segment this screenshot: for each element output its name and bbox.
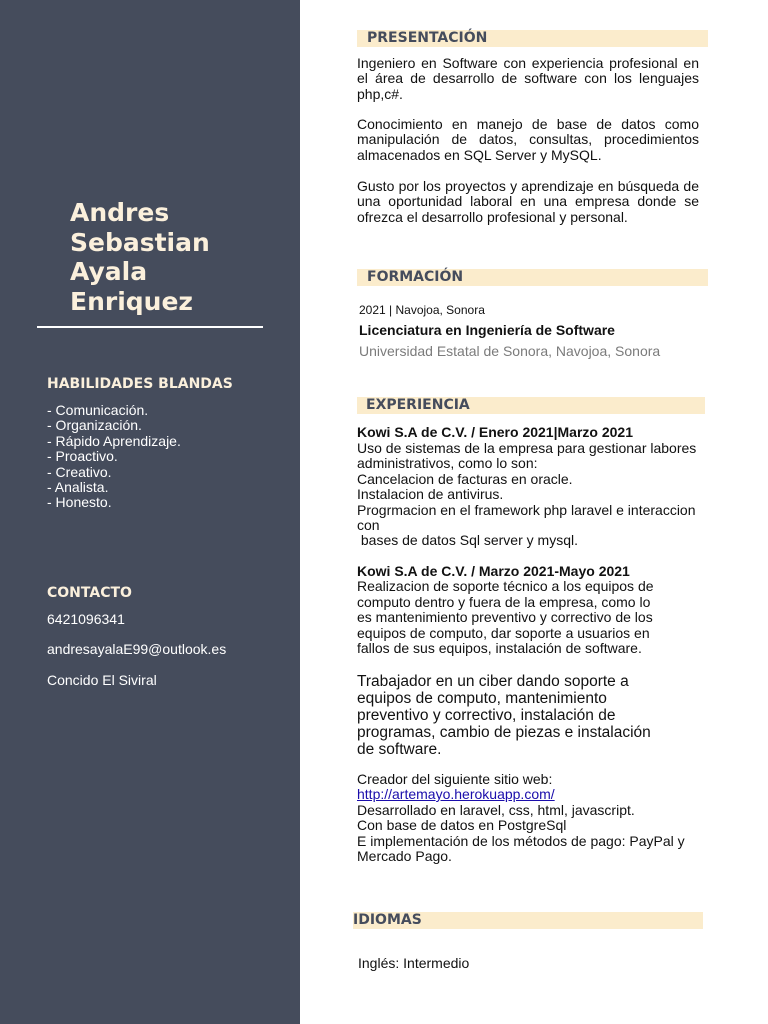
name-divider	[37, 326, 263, 328]
experience-heading	[357, 397, 705, 414]
skill-item: - Organización.	[47, 417, 142, 434]
job2-line: fallos de sus equipos, instalación de software.	[357, 640, 642, 656]
name-line: Ayala	[70, 257, 148, 286]
website-line: Mercado Pago.	[357, 848, 452, 864]
education-heading-text: FORMACIÓN	[367, 269, 464, 285]
presentation-heading-text: PRESENTACIÓN	[367, 30, 488, 46]
education-date-place: 2021 | Navojoa, Sonora	[359, 303, 485, 317]
job3-line: equipos de computo, mantenimiento	[357, 690, 607, 707]
job1-line: bases de datos Sql server y mysql.	[357, 532, 578, 548]
skill-item: - Proactivo.	[47, 448, 118, 465]
website-line: E implementación de los métodos de pago: PayPal y	[357, 833, 685, 849]
education-heading	[357, 269, 708, 286]
job3-line: programas, cambio de piezas e instalación	[357, 724, 651, 741]
job1-line: Uso de sistemas de la empresa para gestionar labores	[357, 440, 697, 456]
website-intro: Creador del siguiente sitio web:	[357, 771, 553, 787]
job2-line: computo dentro y fuera de la empresa, como lo	[357, 594, 651, 610]
contact-email: andresayalaE99@outlook.es	[47, 641, 227, 657]
skill-item: - Analista.	[47, 479, 109, 496]
website-link[interactable]: http://artemayo.herokuapp.com/	[357, 786, 555, 802]
job3-line: preventivo y correctivo, instalación de	[357, 707, 616, 724]
job2-line: es mantenimiento preventivo y correctivo de los	[357, 609, 653, 625]
soft-skills-heading: HABILIDADES BLANDAS	[47, 376, 233, 392]
language-item: Inglés: Intermedio	[358, 955, 470, 971]
skill-item: - Rápido Aprendizaje.	[47, 432, 181, 449]
presentation-heading	[357, 30, 708, 47]
skill-item: - Comunicación.	[47, 402, 149, 418]
sidebar	[0, 0, 300, 1024]
job2-title: Kowi S.A de C.V. / Marzo 2021-Mayo 2021	[357, 563, 630, 579]
website-line: Desarrollado en laravel, css, html, javascript.	[357, 802, 635, 818]
job1-line: Progrmacion en el framework php laravel e interaccion	[357, 502, 696, 518]
name-line: Andres	[70, 198, 170, 227]
job1-line: con	[357, 517, 380, 533]
skill-item: - Creativo.	[47, 463, 112, 480]
education-school: Universidad Estatal de Sonora, Navojoa, Sonora	[359, 343, 661, 359]
job1-line: Cancelacion de facturas en oracle.	[357, 471, 573, 487]
education-degree: Licenciatura en Ingeniería de Software	[359, 322, 615, 338]
job1-title: Kowi S.A de C.V. / Enero 2021|Marzo 2021	[357, 424, 633, 440]
languages-heading	[353, 912, 703, 929]
soft-skills-list	[47, 403, 181, 511]
full-name	[70, 198, 290, 316]
contact-heading: CONTACTO	[47, 585, 132, 601]
job1-line: Instalacion de antivirus.	[357, 486, 504, 502]
name-line: Sebastian	[70, 227, 210, 257]
presentation-paragraph: Gusto por los proyectos y aprendizaje en búsqueda de una oportunidad laboral en una empresa donde se ofrezca el desarrollo profesional y personal.	[357, 178, 699, 225]
job3-line: Trabajador en un ciber dando soporte a	[357, 673, 629, 690]
presentation-paragraph: Conocimiento en manejo de base de datos como manipulación de datos, consultas, procedimientos almacenados en SQL Server y MySQL.	[357, 116, 699, 163]
contact-phone: 6421096341	[47, 611, 125, 627]
job2-line: equipos de computo, dar soporte a usuarios en	[357, 625, 650, 641]
languages-heading-text: IDIOMAS	[353, 912, 422, 928]
experience-heading-text: EXPERIENCIA	[366, 397, 470, 413]
job3-line: de software.	[357, 741, 442, 758]
job1-line: administrativos, como lo son:	[357, 455, 538, 471]
skill-item: - Honesto.	[47, 494, 112, 511]
presentation-paragraph: Ingeniero en Software con experiencia profesional en el área de desarrollo de software con los lenguajes php,c#.	[357, 55, 699, 102]
job2-line: Realizacion de soporte técnico a los equipos de	[357, 578, 654, 594]
contact-address: Concido El Siviral	[47, 672, 157, 688]
name-line: Enriquez	[70, 286, 193, 316]
website-line: Con base de datos en PostgreSql	[357, 817, 567, 833]
